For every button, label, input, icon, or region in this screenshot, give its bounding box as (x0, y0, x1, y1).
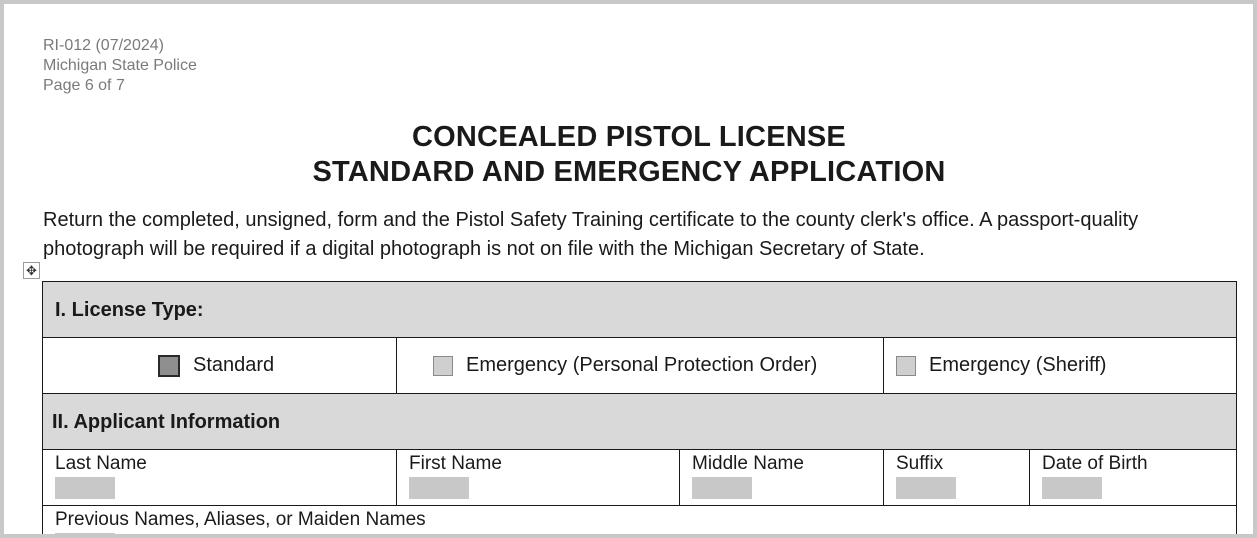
license-option-standard-cell (43, 338, 397, 394)
dob-label: Date of Birth (1042, 453, 1148, 474)
last-name-label: Last Name (55, 453, 147, 474)
title-line-1: CONCEALED PISTOL LICENSE (412, 121, 846, 153)
first-name-cell (397, 450, 680, 506)
section2-title: II. Applicant Information (52, 411, 281, 433)
license-option-ppo-cell (397, 338, 884, 394)
previous-names-cell (43, 506, 1237, 538)
dob-cell (1030, 450, 1237, 506)
section1-header-row (43, 282, 1237, 338)
emergency-ppo-label: Emergency (Personal Protection Order) (466, 354, 818, 376)
section2-header-row (43, 394, 1237, 450)
middle-name-label: Middle Name (692, 453, 804, 474)
suffix-cell (884, 450, 1030, 506)
license-option-sheriff-cell (884, 338, 1237, 394)
standard-checkbox[interactable] (158, 355, 180, 377)
dob-field[interactable] (1042, 477, 1102, 499)
emergency-ppo-checkbox[interactable] (433, 356, 453, 376)
title-line-2: STANDARD AND EMERGENCY APPLICATION (312, 156, 946, 188)
last-name-cell (43, 450, 397, 506)
suffix-field[interactable] (896, 477, 956, 499)
previous-names-row (43, 506, 1237, 538)
form-meta (43, 36, 197, 96)
suffix-label: Suffix (896, 453, 944, 474)
form-title (4, 120, 1254, 190)
emergency-sheriff-checkbox[interactable] (896, 356, 916, 376)
page-number: Page 6 of 7 (43, 77, 125, 94)
standard-label: Standard (193, 354, 275, 376)
section1-title: I. License Type: (55, 299, 204, 321)
form-number: RI-012 (07/2024) (43, 37, 164, 54)
middle-name-cell (680, 450, 884, 506)
previous-names-field[interactable] (55, 533, 115, 538)
table-move-icon[interactable]: ✥ (23, 262, 40, 279)
last-name-field[interactable] (55, 477, 115, 499)
first-name-label: First Name (409, 453, 502, 474)
license-type-row (43, 338, 1237, 394)
middle-name-field[interactable] (692, 477, 752, 499)
section1-header (43, 282, 1237, 338)
agency-name: Michigan State Police (43, 57, 197, 74)
previous-names-label: Previous Names, Aliases, or Maiden Names (55, 509, 426, 530)
first-name-field[interactable] (409, 477, 469, 499)
emergency-sheriff-label: Emergency (Sheriff) (929, 354, 1107, 376)
section2-header (43, 394, 1237, 450)
applicant-name-row (43, 450, 1237, 506)
application-table (42, 281, 1237, 538)
instructions-text: Return the completed, unsigned, form and the Pistol Safety Training certificate to the county clerk's office. A passport-quality photograph will be required if a digital photograph is not on file with the Michigan Secretary of State. (43, 209, 1139, 260)
